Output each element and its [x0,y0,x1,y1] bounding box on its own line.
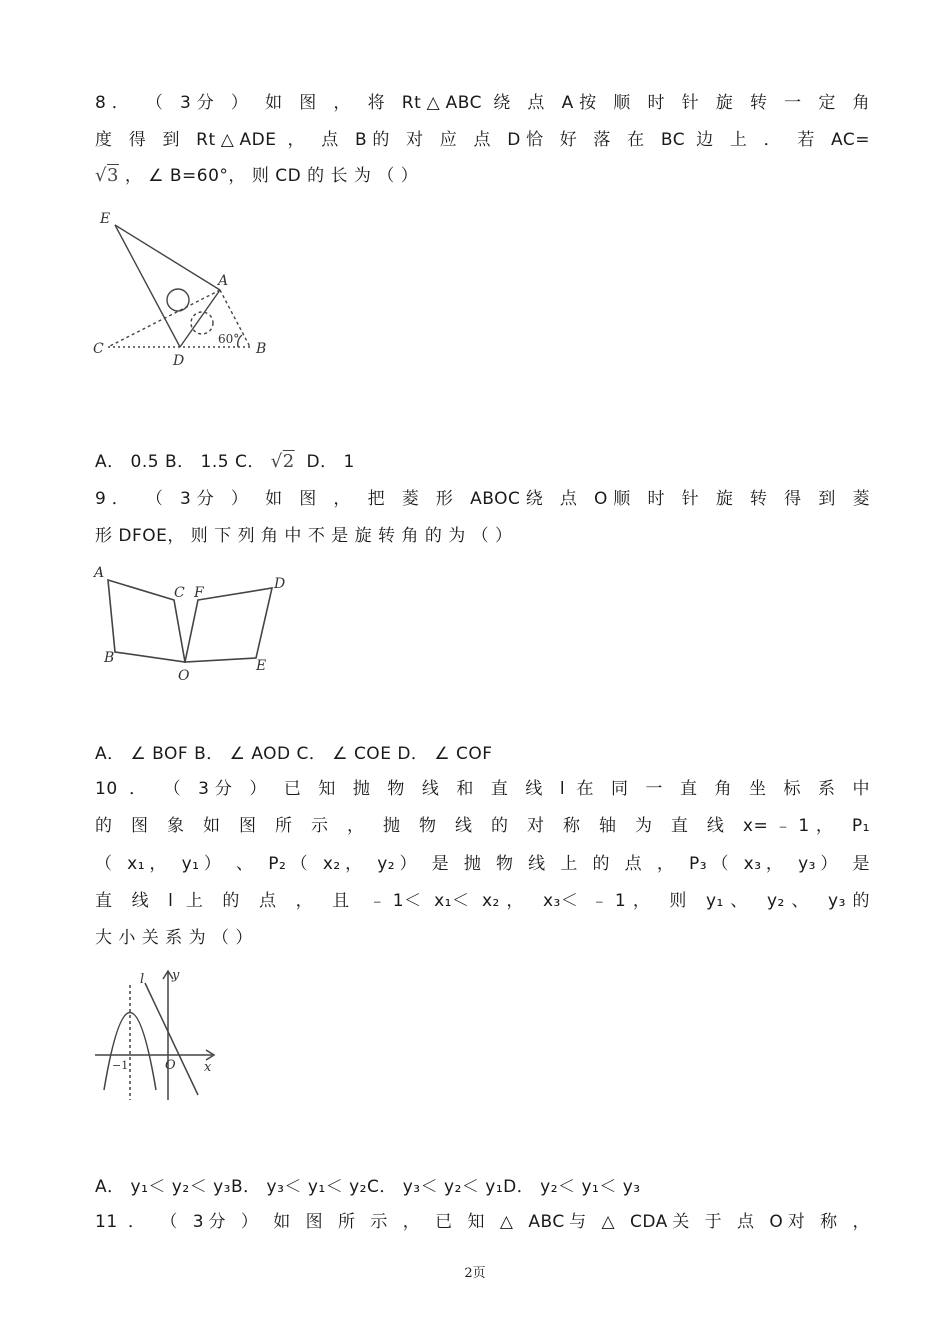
page-number: 2页 [464,1266,486,1281]
q10-line-1: 10 ． （ 3分 ） 已 知 抛 物 线 和 直 线 l 在 同 一 直 角 坐 标 系 中 [95,779,870,799]
edge-EA [115,225,220,290]
q8-options-suffix: D． 1 [306,452,355,472]
edge-DA [180,290,220,347]
q8-sqrt2: 2 [282,451,295,472]
line-l [145,983,198,1095]
label-F: F [194,585,204,601]
edge-AC [108,290,220,347]
label-B: B [256,341,267,357]
label-C: C [174,585,185,601]
q8-line-3 [95,165,870,187]
sqrt-symbol: √3 [95,165,119,186]
label-C: C [93,341,104,357]
q8-line-2: 度 得 到 Rt△ADE ， 点 B的 对 应 点 D恰 好 落 在 BC 边 上 ． 若 AC= [95,130,870,150]
q10-line-4: 直 线 l 上 的 点 ， 且 ﹣1＜ x₁＜ x₂， x₃＜ ﹣1， 则 y₁、 y₂、 y₃的 [95,891,870,911]
circle-mark [167,289,189,311]
q8-sqrt3: 3 [106,165,119,186]
q10-line-3: （ x₁， y₁） 、 P₂（ x₂， y₂） 是 抛 物 线 上 的 点 ， P₃（ x₃， y₃） 是 [95,854,870,874]
q10-line-5: 大 小 关 系 为 （ ） [95,928,253,948]
q9-line-2: 形 DFOE， 则 下 列 角 中 不 是 旋 转 角 的 为 （ ） [95,526,513,546]
q8-figure [90,205,280,375]
q8-line-1: 8． （ 3分 ） 如 图 ， 将 Rt△ABC 绕 点 A按 顺 时 针 旋 转 一 定 角 [95,93,870,113]
label-A: A [94,565,105,581]
q9-line-1: 9． （ 3分 ） 如 图 ， 把 菱 形 ABOC绕 点 O顺 时 针 旋 转 得 到 菱 [95,489,870,509]
q10-options: A． y₁＜ y₂＜ y₃B． y₃＜ y₁＜ y₂C． y₃＜ y₂＜ y₁D． y₂＜ y₁＜ y₃ [95,1177,641,1197]
q8-line-3-rest: ， ∠ B=60°， 则 CD 的 长 为 （ ） [124,166,419,186]
label-D: D [173,353,185,369]
q11-line-1: 11 ． （ 3分 ） 如 图 所 示 ， 已 知 △ ABC与 △ CDA关 于 点 O对 称 ， [95,1212,870,1232]
q8-options [95,451,870,473]
sqrt-symbol: √2 [270,451,295,472]
label-B: B [104,650,115,666]
label-O: O [178,668,190,684]
q10-line-2: 的 图 象 如 图 所 示 ， 抛 物 线 的 对 称 轴 为 直 线 x=﹣1， P₁ [95,816,870,836]
label-D: D [274,576,286,592]
label-y: y [172,968,180,983]
label-O: O [165,1058,176,1073]
edge-ED [115,225,180,347]
label-E: E [256,658,267,674]
label-A: A [218,273,229,289]
label-60deg: 60° [218,332,240,346]
label-E: E [100,211,111,227]
label-l: l [140,972,145,987]
label-minus-1: −1 [112,1059,129,1072]
q9-figure [90,560,300,690]
label-x: x [204,1060,212,1075]
q9-options: A． ∠ BOF B． ∠ AOD C． ∠ COE D． ∠ COF [95,744,493,764]
q8-options-prefix: A． 0.5 B． 1.5 C． [95,452,265,472]
q10-figure [90,965,230,1105]
